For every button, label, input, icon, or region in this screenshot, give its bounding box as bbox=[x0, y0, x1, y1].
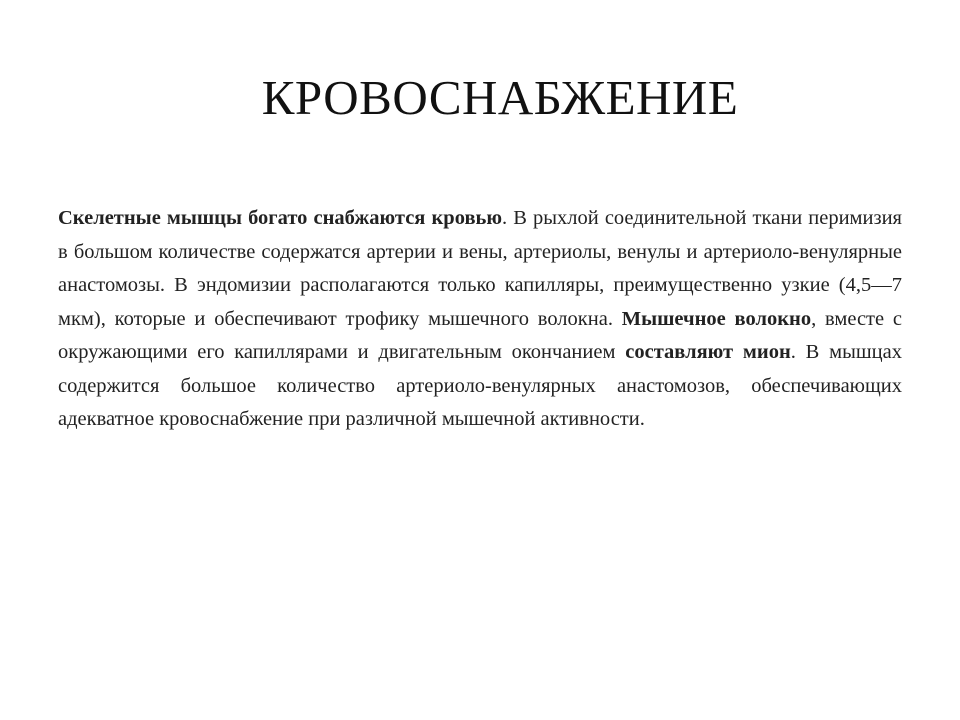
body-paragraph bbox=[58, 202, 902, 437]
slide-title: КРОВОСНАБЖЕНИЕ bbox=[261, 70, 739, 125]
emphasis-mion: составляют мион bbox=[625, 341, 791, 363]
text-segment-3: . В мышцах содержится большое количество артериоло-венулярных анастомозов, обеспечивающих адекватное кровоснабжение при различной мышечной активности. bbox=[58, 341, 902, 430]
text-segment-1: . В рыхлой соединительной ткани перимизия в большом количестве содержатся артерии и вены, артериолы, венулы и артериоло-венулярные анастомозы. В эндомизии располагаются только капилляры, преимущественно узкие (4,5—7 мкм), которые и обеспечивают трофику мышечного волокна. bbox=[58, 207, 902, 330]
text-segment-2: , вместе с окружающими его капиллярами и двигательным окончанием bbox=[58, 307, 903, 363]
emphasis-muscle-fiber: Мышечное волокно bbox=[621, 307, 812, 330]
emphasis-blood-supply: Скелетные мышцы богато снабжаются кровью bbox=[58, 207, 503, 229]
